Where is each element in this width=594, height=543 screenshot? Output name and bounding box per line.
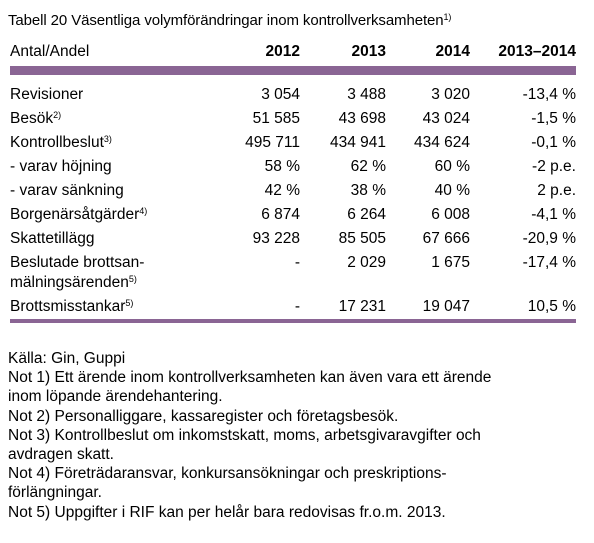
cell-change: -2 p.e.	[532, 158, 576, 175]
cell-2012: 58 %	[264, 158, 300, 175]
row-label: Besök$^{2)}$	[10, 110, 62, 127]
footer-rule	[10, 319, 576, 323]
cell-2012: 51 585	[252, 110, 300, 127]
row-label: Beslutade brottsan- mälningsärenden$^{5)}$	[10, 254, 145, 291]
note-3: Not 3) Kontrollbeslut om inkomstskatt, moms, arbetsgivaravgifter och avdragen skatt.	[8, 426, 481, 464]
cell-2014: 67 666	[422, 230, 470, 247]
table-row	[10, 181, 576, 205]
row-label: - varav sänkning	[10, 182, 124, 199]
cell-change: -4,1 %	[531, 206, 576, 223]
table-notes	[8, 349, 588, 522]
cell-2012: 3 054	[261, 86, 300, 103]
cell-2013: 6 264	[347, 206, 386, 223]
header-label: Antal/Andel	[10, 43, 90, 60]
cell-change: -1,5 %	[531, 110, 576, 127]
cell-2012: 93 228	[252, 230, 300, 247]
cell-2014: 6 008	[431, 206, 470, 223]
header-2014: 2014	[435, 43, 470, 60]
note-2: Not 2) Personalliggare, kassaregister och företagsbesök.	[8, 407, 399, 425]
cell-2013: 38 %	[350, 182, 386, 199]
table-row	[10, 229, 576, 253]
note-4: Not 4) Företrädaransvar, konkursansökningar och preskriptions- förlängningar.	[8, 465, 447, 502]
cell-change: -0,1 %	[531, 134, 576, 151]
cell-2014: 3 020	[431, 86, 470, 103]
volume-table	[10, 42, 576, 323]
note-1: Not 1) Ett ärende inom kontrollverksamheten kan även vara ett ärende inom löpande ärendehantering.	[8, 369, 492, 406]
header-change: 2013–2014	[498, 43, 576, 60]
cell-2013: 2 029	[347, 254, 386, 271]
table-row	[10, 205, 576, 229]
cell-change: -17,4 %	[522, 254, 576, 271]
row-label: - varav höjning	[10, 158, 112, 175]
cell-change: -13,4 %	[522, 86, 576, 103]
cell-2014: 43 024	[422, 110, 470, 127]
cell-change: 10,5 %	[527, 298, 576, 315]
cell-2012: -	[294, 298, 300, 315]
row-label: Revisioner	[10, 86, 84, 103]
cell-2012: 6 874	[261, 206, 300, 223]
header-2012: 2012	[265, 43, 300, 60]
table-title-text: Tabell 20 Väsentliga volymförändringar inom kontrollverksamheten	[8, 12, 444, 29]
header-2013: 2013	[351, 43, 386, 60]
cell-2014: 60 %	[434, 158, 470, 175]
cell-2013: 62 %	[350, 158, 386, 175]
cell-change: 2 p.e.	[537, 182, 576, 199]
cell-2012: -	[294, 254, 300, 271]
cell-2014: 19 047	[422, 298, 470, 315]
table-row	[10, 85, 576, 109]
cell-2014: 434 624	[413, 134, 470, 151]
row-label: Brottsmisstankar$^{5)}$	[10, 298, 134, 315]
row-label: Borgenärsåtgärder$^{4)}$	[10, 206, 148, 223]
note-source: Källa: Gin, Guppi	[8, 350, 126, 367]
cell-2013: 85 505	[338, 230, 386, 247]
table-header-row	[10, 42, 576, 66]
cell-2013: 17 231	[338, 298, 386, 315]
table-row	[10, 297, 576, 319]
table-title	[8, 12, 451, 29]
table-row	[10, 133, 576, 157]
cell-2014: 1 675	[431, 254, 470, 271]
cell-2012: 42 %	[264, 182, 300, 199]
table-row	[10, 157, 576, 181]
header-rule	[10, 66, 576, 75]
cell-2013: 434 941	[329, 134, 386, 151]
row-label: Skattetillägg	[10, 230, 95, 247]
cell-2012: 495 711	[245, 134, 300, 151]
cell-change: -20,9 %	[522, 230, 576, 247]
row-label: Kontrollbeslut$^{3)}$	[10, 134, 112, 151]
cell-2013: 43 698	[338, 110, 386, 127]
table-row	[10, 109, 576, 133]
table-row	[10, 253, 576, 297]
cell-2013: 3 488	[347, 86, 386, 103]
table-title-note: 1)	[443, 12, 452, 22]
cell-2014: 40 %	[434, 182, 470, 199]
note-5: Not 5) Uppgifter i RIF kan per helår bara redovisas fr.o.m. 2013.	[8, 503, 446, 521]
